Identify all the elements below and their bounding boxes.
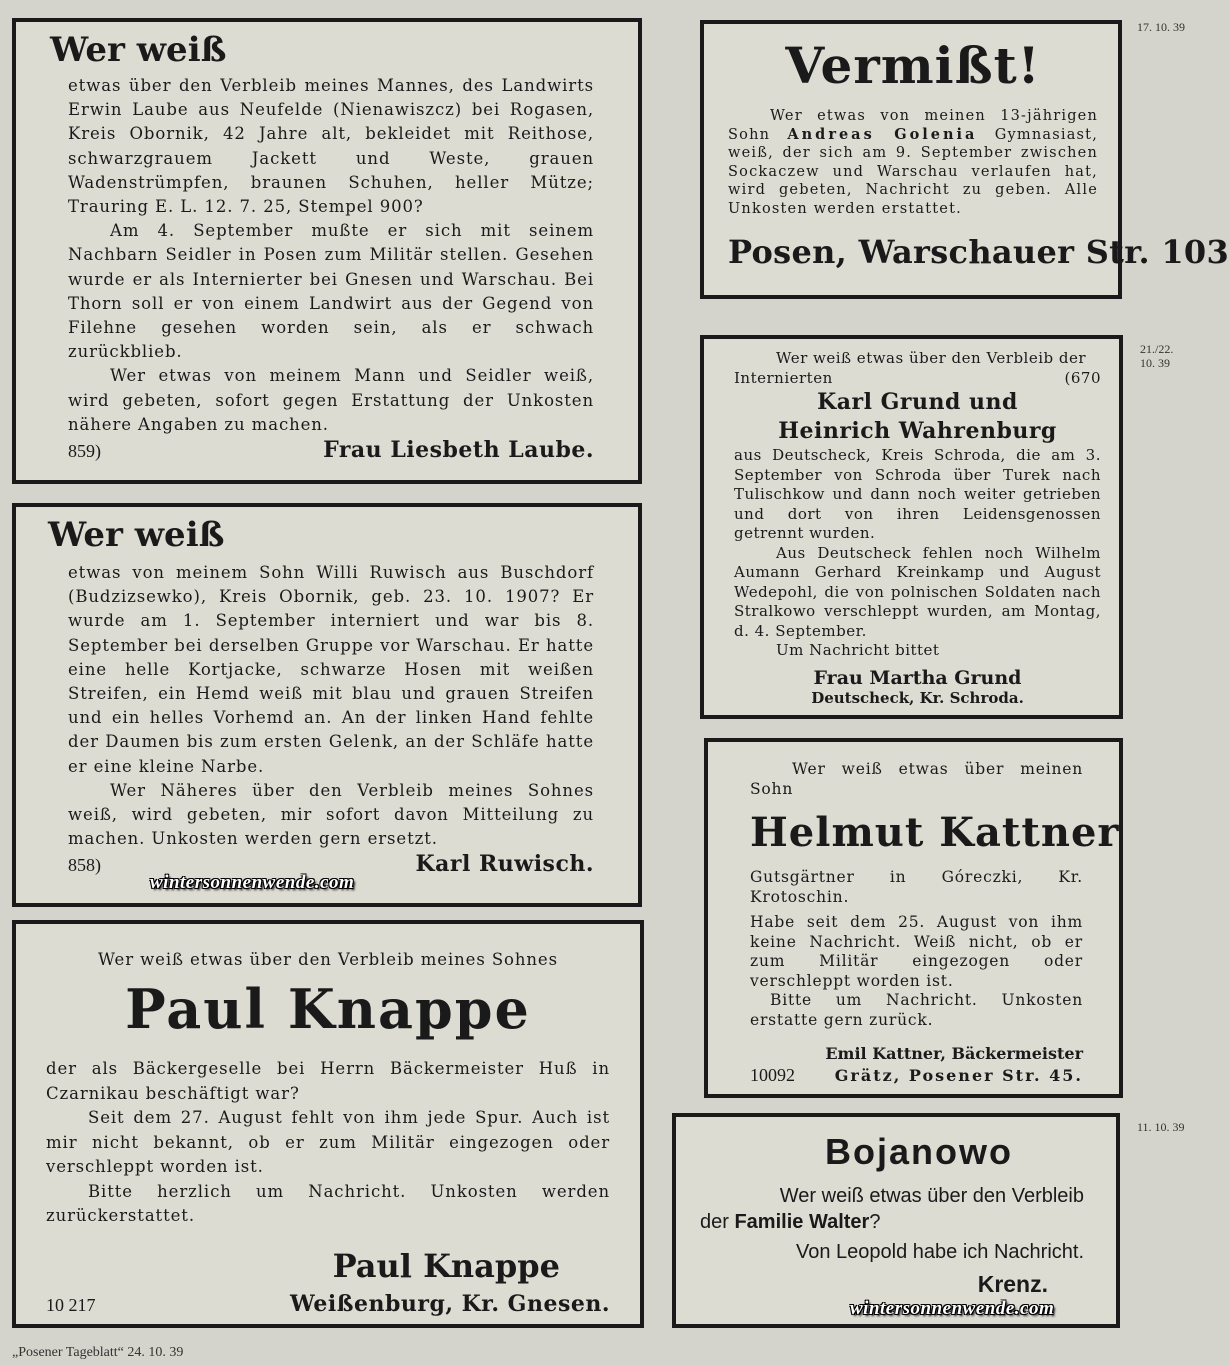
- ad-signature: Paul Knappe: [332, 1246, 560, 1285]
- ad-footer: [46, 1291, 610, 1317]
- date-stamp-2b: 10. 39: [1140, 356, 1170, 370]
- ad-address: Grätz, Posener Str. 45.: [834, 1066, 1083, 1085]
- ad-signature: Karl Ruwisch.: [415, 851, 594, 878]
- ad-paragraph: etwas von meinem Sohn Willi Ruwisch aus Buschdorf (Budzizsewko), Kreis Obornik, geb. 23. 10. 1907? Er wurde am 1. September interniert und war bis 8. September bei derselben Gruppe vor Warschau. Er hatte eine helle Kortjacke, schwarze Hosen mit weißen Streifen, ein Hemd weiß mit blau und grauen Streifen und ein helles Vorhemd an. An der linken Hand fehlte der Daumen bis zum ersten Gelenk, an der Schläfe hatte er eine kleine Narbe.: [68, 563, 594, 776]
- ad-paragraph: Bitte herzlich um Nachricht. Unkosten werden zurückerstattet.: [46, 1181, 610, 1225]
- date-stamp-2a: 21./22.: [1140, 342, 1174, 356]
- ad-signature: Frau Martha Grund: [813, 666, 1022, 689]
- ad-address: Weißenburg, Kr. Gnesen.: [290, 1290, 610, 1317]
- ad-text-pre: der: [700, 1211, 735, 1233]
- ad-name: Andreas Golenia: [787, 125, 978, 143]
- ad-paragraph: Um Nachricht bittet: [776, 641, 940, 659]
- source-caption: „Posener Tageblatt“ 24. 10. 39: [12, 1345, 184, 1360]
- ad-line: Wer weiß etwas über den Verbleib: [779, 1185, 1084, 1207]
- ad-intro-text: Wer weiß etwas über den Verbleib der Internierten: [734, 349, 1087, 387]
- ad-paragraph: Wer Näheres über den Verbleib meines Sohnes weiß, wird gebeten, mir sofort davon Mitteilung zu machen. Unkosten werden gern ersetzt.: [68, 780, 594, 849]
- ad-number: 858): [68, 855, 101, 876]
- date-stamp-2: [1140, 342, 1173, 370]
- ad-paragraph: Aus Deutscheck fehlen noch Wilhelm Aumann Gerhard Kreinkamp und August Wedepohl, die von polnischen Soldaten nach Stralkowo verschleppt wurden, am Montag, d. 4. September.: [734, 543, 1101, 640]
- date-stamp-1: 17. 10. 39: [1137, 20, 1185, 34]
- ad-kattner: [704, 738, 1123, 1098]
- ad-heading: Paul Knappe: [125, 977, 531, 1041]
- ad-text-post: Gymnasiast, weiß, der sich am 9. September zwischen Sockaczew und Warschau verlaufen hat, wird gebeten, Nachricht zu geben. Alle Unkosten werden erstattet.: [728, 126, 1099, 217]
- ad-signature: Krenz.: [977, 1271, 1048, 1297]
- ad-heading: Wer weiß: [48, 515, 225, 555]
- ad-name: Familie Walter: [734, 1211, 870, 1233]
- ad-heading: Bojanowo: [825, 1131, 1013, 1172]
- ad-paragraph: der als Bäckergeselle bei Herrn Bäckermeister Huß in Czarnikau beschäftigt war?: [46, 1059, 610, 1103]
- ad-number: 859): [68, 441, 101, 462]
- ad-paragraph: aus Deutscheck, Kreis Schroda, die am 3. September von Schroda über Turek nach Tulischkow und dann noch weiter getrieben und dort von ihren Leidensgenossen getrennt wurden.: [734, 446, 1101, 542]
- ad-signature: Emil Kattner, Bäckermeister: [825, 1044, 1083, 1063]
- ad-footer: [750, 1065, 1083, 1086]
- ad-knappe: [12, 920, 644, 1328]
- ad-address: Posen, Warschauer Str. 103: [728, 232, 1229, 271]
- ad-number: 10 217: [46, 1294, 96, 1315]
- ad-name: Heinrich Wahrenburg: [778, 418, 1057, 444]
- ad-paragraph: Wer etwas von meinem Mann und Seidler weiß, wird gebeten, sofort gegen Erstattung der Unkosten nähere Angaben zu machen.: [68, 366, 594, 434]
- ad-paragraph: Seit dem 27. August fehlt von ihm jede Spur. Auch ist mir nicht bekannt, ob er zum Militär eingezogen oder verschleppt worden ist.: [46, 1108, 610, 1176]
- ad-address: Deutscheck, Kr. Schroda.: [811, 688, 1024, 707]
- ad-bojanowo: [672, 1113, 1120, 1328]
- date-stamp-3: 11. 10. 39: [1137, 1120, 1185, 1134]
- watermark: wintersonnenwende.com: [850, 1298, 1055, 1319]
- ad-heading: Wer weiß: [50, 30, 227, 70]
- ad-footer: [68, 437, 594, 463]
- ad-ruwisch: [12, 503, 642, 907]
- ad-paragraph: etwas über den Verbleib meines Mannes, des Landwirts Erwin Laube aus Neufelde (Nienawiszcz) bei Rogasen, Kreis Obornik, 42 Jahre alt, bekleidet mit Reithose, schwarzgrauem Jackett und Weste, grauen Wadenstrümpfen, braunen Schuhen, heller Mütze; Trauring E. L. 12. 7. 25, Stempel 900?: [68, 76, 594, 217]
- ad-paragraph: Gutsgärtner in Góreczki, Kr. Krotoschin.: [750, 868, 1083, 906]
- ad-name: Karl Grund und: [817, 389, 1018, 415]
- ad-grund: [700, 335, 1123, 719]
- ad-heading: Helmut Kattner: [750, 809, 1120, 856]
- ad-number: 10092: [750, 1065, 795, 1085]
- ad-signature: Frau Liesbeth Laube.: [323, 437, 594, 464]
- ad-number: (670: [1064, 368, 1101, 387]
- ad-paragraph: Habe seit dem 25. August von ihm keine Nachricht. Weiß nicht, ob er zum Militär eingezogen oder verschleppt worden ist.: [750, 913, 1083, 990]
- ad-paragraph: Bitte um Nachricht. Unkosten erstatte gern zurück.: [750, 991, 1083, 1029]
- watermark: wintersonnenwende.com: [150, 872, 355, 893]
- ad-text-pre: Wer etwas von meinen 13-jährigen Sohn: [728, 108, 1098, 143]
- ad-line: Von Leopold habe ich Nachricht.: [796, 1241, 1084, 1263]
- ad-line: [700, 1209, 1098, 1235]
- ad-text-post: ?: [869, 1211, 881, 1233]
- ad-paragraph: Am 4. September mußte er sich mit seinem Nachbarn Seidler in Posen zum Militär stellen. Gesehen wurde er als Internierter bei Gnesen und Warschau. Bei Thorn soll er von einem Landwirt aus der Gegend von Filehne gesehen worden sein, als er schwach zurückblieb.: [68, 221, 594, 362]
- ad-heading: Vermißt!: [785, 36, 1041, 95]
- ad-intro: [734, 349, 1101, 388]
- ad-intro: Wer weiß etwas über meinen Sohn: [750, 760, 1083, 798]
- ad-paragraph: [728, 107, 1098, 219]
- ad-intro: Wer weiß etwas über den Verbleib meines Sohnes: [98, 950, 558, 969]
- ad-laube: [12, 18, 642, 484]
